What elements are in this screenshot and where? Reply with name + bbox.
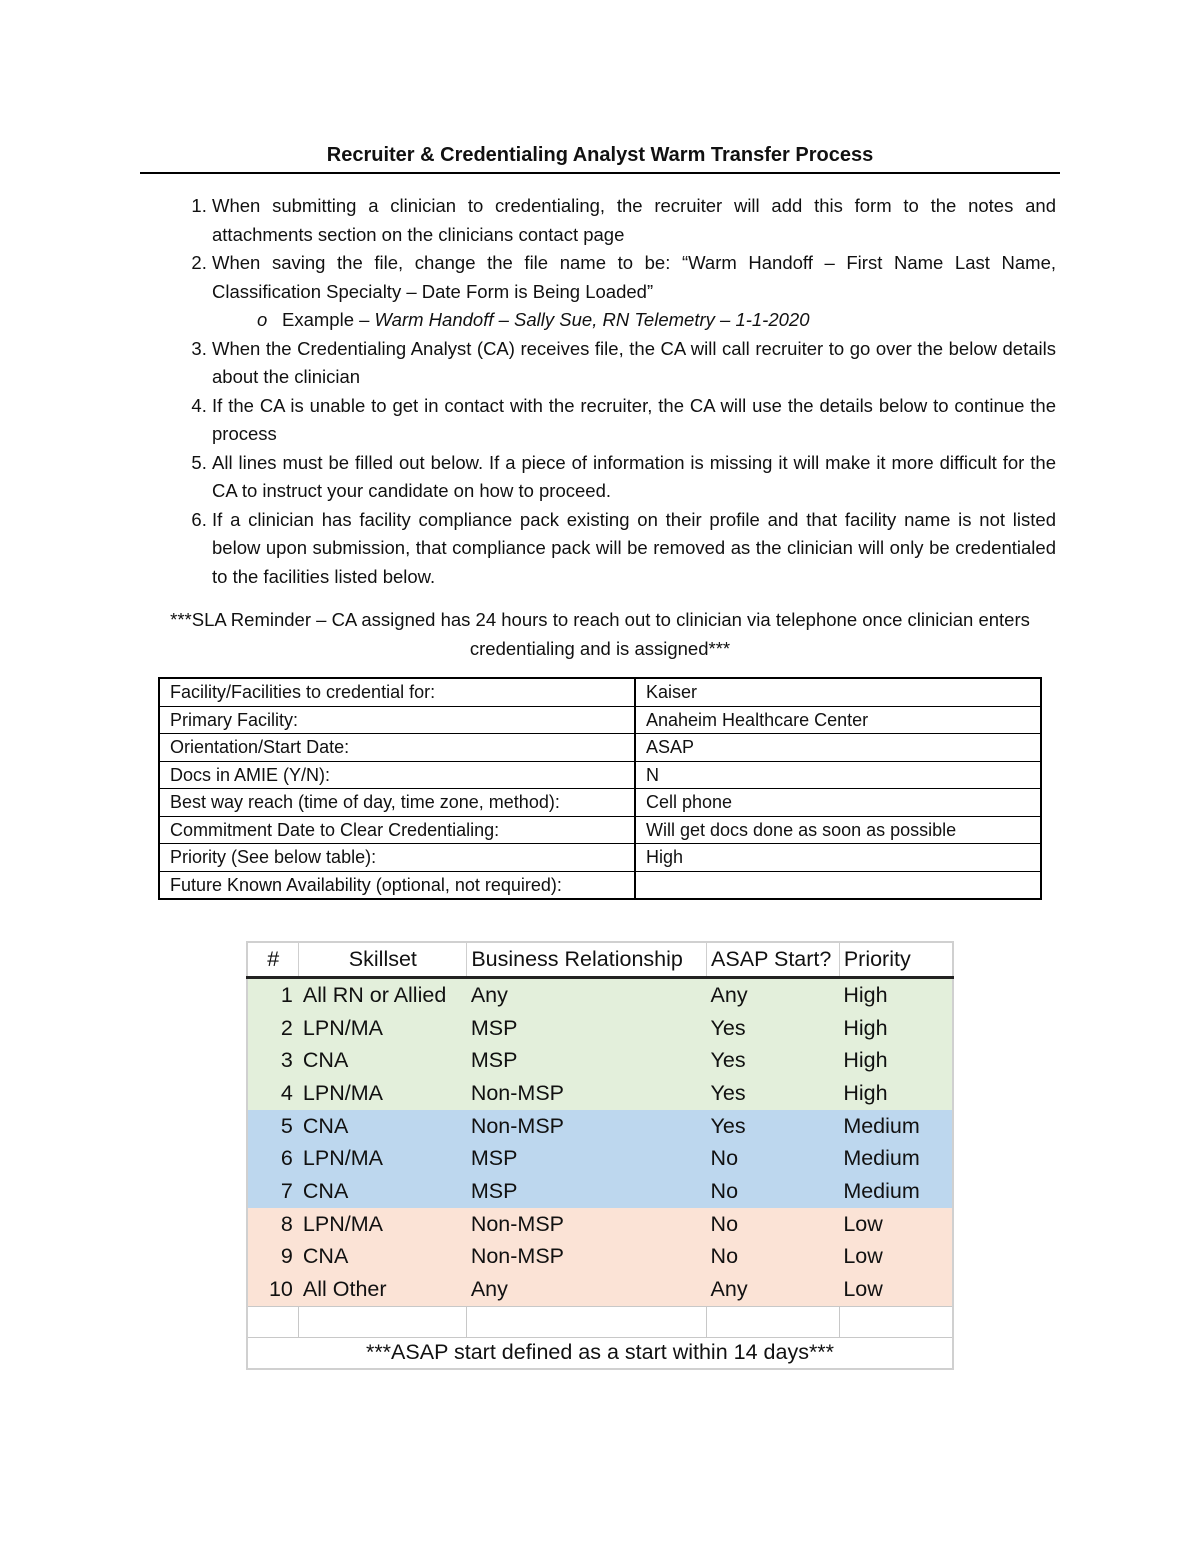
row-asap-start: Yes	[707, 1044, 840, 1077]
row-skillset: All RN or Allied	[299, 978, 467, 1012]
row-asap-start: No	[707, 1175, 840, 1208]
row-number: 10	[247, 1273, 299, 1306]
sla-reminder: ***SLA Reminder – CA assigned has 24 hours to reach out to clinician via telephone once clinician enters credentialing and is assigned***	[170, 609, 1030, 659]
info-label: Future Known Availability (optional, not required):	[159, 871, 635, 899]
row-business-relationship: Any	[467, 1273, 707, 1306]
info-row	[159, 734, 1041, 762]
row-number: 7	[247, 1175, 299, 1208]
priority-row	[247, 1142, 953, 1175]
row-skillset: LPN/MA	[299, 1077, 467, 1110]
priority-row	[247, 978, 953, 1012]
step-item	[212, 506, 1056, 592]
info-label: Facility/Facilities to credential for:	[159, 678, 635, 706]
info-row	[159, 678, 1041, 706]
step-item	[212, 335, 1056, 392]
step-text: If a clinician has facility compliance pack existing on their profile and that facility name is not listed below upon submission, that compliance pack will be removed as the clinician will only be credentialed to the facilities listed below.	[212, 508, 1056, 587]
step-text: When saving the file, change the file name to be: “Warm Handoff – First Name Last Name, Classification Specialty – Date Form is Being Loaded”	[212, 252, 1056, 302]
info-label: Priority (See below table):	[159, 844, 635, 872]
row-business-relationship: Non-MSP	[467, 1077, 707, 1110]
row-asap-start: Yes	[707, 1077, 840, 1110]
row-priority: High	[839, 1044, 953, 1077]
footnote-row	[247, 1337, 953, 1369]
priority-row	[247, 1241, 953, 1274]
info-value: ASAP	[635, 734, 1041, 762]
priority-row	[247, 1208, 953, 1241]
row-asap-start: No	[707, 1142, 840, 1175]
row-priority: Low	[839, 1273, 953, 1306]
row-skillset: LPN/MA	[299, 1142, 467, 1175]
example-label: Example –	[282, 309, 375, 330]
row-asap-start: No	[707, 1208, 840, 1241]
step-text: When submitting a clinician to credentialing, the recruiter will add this form to the notes and attachments section on the clinicians contact page	[212, 195, 1056, 245]
info-row	[159, 816, 1041, 844]
priority-row	[247, 1012, 953, 1045]
row-asap-start: Any	[707, 1273, 840, 1306]
info-row	[159, 761, 1041, 789]
info-label: Commitment Date to Clear Credentialing:	[159, 816, 635, 844]
info-value: High	[635, 844, 1041, 872]
row-number: 1	[247, 978, 299, 1012]
row-priority: Low	[839, 1208, 953, 1241]
clinician-info-table	[158, 677, 1042, 900]
row-number: 8	[247, 1208, 299, 1241]
example-item	[257, 306, 1056, 335]
row-priority: Medium	[839, 1110, 953, 1143]
row-priority: Medium	[839, 1175, 953, 1208]
row-business-relationship: MSP	[467, 1175, 707, 1208]
row-business-relationship: Any	[467, 978, 707, 1012]
sub-bullet: o	[257, 309, 268, 330]
info-row	[159, 844, 1041, 872]
row-priority: High	[839, 1012, 953, 1045]
step-item	[212, 449, 1056, 506]
row-number: 4	[247, 1077, 299, 1110]
priority-row	[247, 1077, 953, 1110]
row-number: 9	[247, 1241, 299, 1274]
step-text: When the Credentialing Analyst (CA) receives file, the CA will call recruiter to go over the below details about the clinician	[212, 337, 1056, 387]
info-label: Docs in AMIE (Y/N):	[159, 761, 635, 789]
priority-row	[247, 1175, 953, 1208]
info-row	[159, 789, 1041, 817]
row-skillset: CNA	[299, 1175, 467, 1208]
example-value: Warm Handoff – Sally Sue, RN Telemetry – 1-1-2020	[374, 309, 810, 330]
asap-footnote: ***ASAP start defined as a start within 14 days***	[247, 1337, 953, 1369]
row-priority: Low	[839, 1241, 953, 1274]
row-business-relationship: MSP	[467, 1044, 707, 1077]
info-value: N	[635, 761, 1041, 789]
row-business-relationship: MSP	[467, 1142, 707, 1175]
blank-row	[247, 1306, 953, 1337]
row-business-relationship: MSP	[467, 1012, 707, 1045]
row-business-relationship: Non-MSP	[467, 1241, 707, 1274]
header-skillset: Skillset	[299, 942, 467, 978]
header-number: #	[247, 942, 299, 978]
row-asap-start: No	[707, 1241, 840, 1274]
row-number: 2	[247, 1012, 299, 1045]
row-business-relationship: Non-MSP	[467, 1208, 707, 1241]
row-number: 5	[247, 1110, 299, 1143]
priority-row	[247, 1273, 953, 1306]
info-row	[159, 706, 1041, 734]
step-item	[212, 192, 1056, 249]
row-asap-start: Yes	[707, 1012, 840, 1045]
info-value: Anaheim Healthcare Center	[635, 706, 1041, 734]
info-label: Orientation/Start Date:	[159, 734, 635, 762]
row-number: 6	[247, 1142, 299, 1175]
process-steps-list	[142, 192, 1056, 591]
step-text: All lines must be filled out below. If a piece of information is missing it will make it more difficult for the CA to instruct your candidate on how to proceed.	[212, 451, 1056, 501]
info-value: Will get docs done as soon as possible	[635, 816, 1041, 844]
priority-row	[247, 1044, 953, 1077]
step-item	[212, 249, 1056, 335]
info-value	[635, 871, 1041, 899]
info-value: Cell phone	[635, 789, 1041, 817]
row-priority: High	[839, 978, 953, 1012]
header-priority: Priority	[839, 942, 953, 978]
priority-row	[247, 1110, 953, 1143]
row-skillset: CNA	[299, 1241, 467, 1274]
row-number: 3	[247, 1044, 299, 1077]
info-label: Primary Facility:	[159, 706, 635, 734]
row-skillset: CNA	[299, 1110, 467, 1143]
row-business-relationship: Non-MSP	[467, 1110, 707, 1143]
row-skillset: CNA	[299, 1044, 467, 1077]
info-row	[159, 871, 1041, 899]
row-asap-start: Any	[707, 978, 840, 1012]
row-skillset: LPN/MA	[299, 1012, 467, 1045]
header-business-relationship: Business Relationship	[467, 942, 707, 978]
document-title: Recruiter & Credentialing Analyst Warm Transfer Process	[140, 140, 1060, 174]
step-item	[212, 392, 1056, 449]
priority-table-body	[247, 978, 953, 1369]
info-value: Kaiser	[635, 678, 1041, 706]
step-text: If the CA is unable to get in contact with the recruiter, the CA will use the details below to continue the process	[212, 394, 1056, 444]
row-skillset: All Other	[299, 1273, 467, 1306]
example-sublist	[212, 306, 1056, 335]
info-label: Best way reach (time of day, time zone, method):	[159, 789, 635, 817]
row-priority: Medium	[839, 1142, 953, 1175]
row-priority: High	[839, 1077, 953, 1110]
priority-header-row	[247, 942, 953, 978]
row-skillset: LPN/MA	[299, 1208, 467, 1241]
row-asap-start: Yes	[707, 1110, 840, 1143]
priority-table	[246, 941, 954, 1370]
header-asap-start: ASAP Start?	[707, 942, 840, 978]
